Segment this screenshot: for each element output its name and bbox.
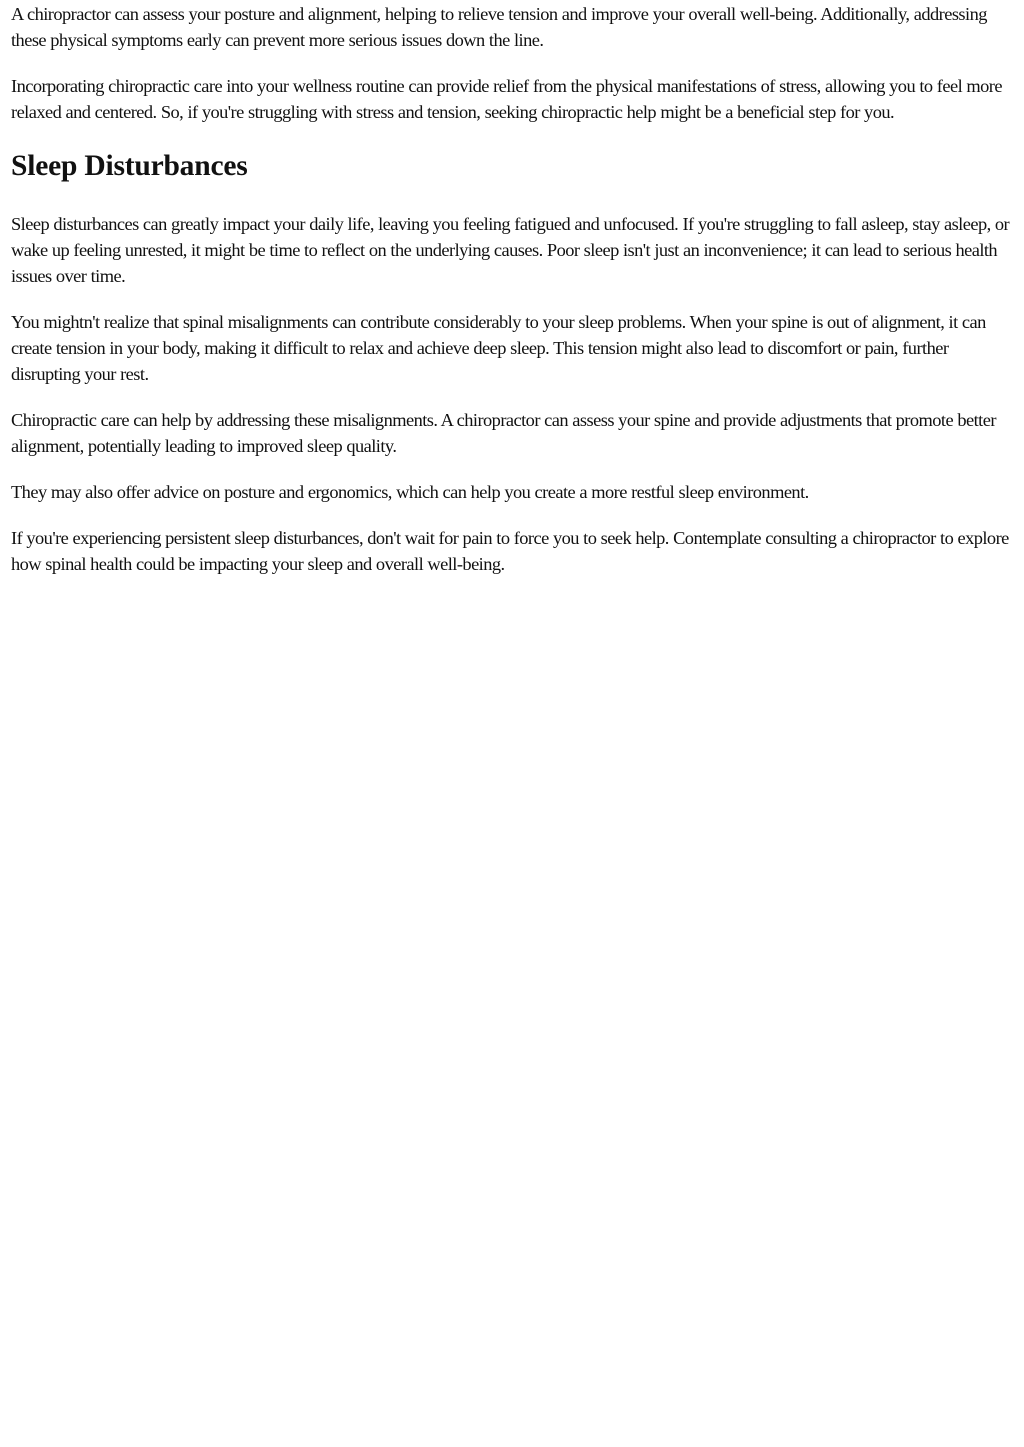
sleep-disturbances-section: [11, 149, 1014, 577]
paragraph: They may also offer advice on posture and ergonomics, which can help you create a more restful sleep environment.: [11, 482, 809, 502]
document-page: [0, 1, 1024, 577]
paragraph: If you're experiencing persistent sleep disturbances, don't wait for pain to force you to seek help. Contemplate consulting a chiropractor to explore how spinal health could be impacting your sleep and overall well-being.: [11, 528, 1009, 574]
paragraph: Chiropractic care can help by addressing these misalignments. A chiropractor can assess your spine and provide adjustments that promote better alignment, potentially leading to improved sleep quality.: [11, 410, 996, 456]
section-heading: Sleep Disturbances: [11, 150, 248, 182]
paragraph: Sleep disturbances can greatly impact your daily life, leaving you feeling fatigued and unfocused. If you're struggling to fall asleep, stay asleep, or wake up feeling unrested, it might be time to reflect on the underlying causes. Poor sleep isn't just an inconvenience; it can lead to serious health issues over time.: [11, 214, 1010, 286]
paragraph: A chiropractor can assess your posture and alignment, helping to relieve tension and improve your overall well-being. Additionally, addressing these physical symptoms early can prevent more serious issues down the line.: [11, 4, 987, 50]
paragraph: Incorporating chiropractic care into your wellness routine can provide relief from the physical manifestations of stress, allowing you to feel more relaxed and centered. So, if you're struggling with stress and tension, seeking chiropractic help might be a beneficial step for you.: [11, 76, 1002, 122]
intro-section: [11, 1, 1014, 125]
paragraph: You mightn't realize that spinal misalignments can contribute considerably to your sleep problems. When your spine is out of alignment, it can create tension in your body, making it difficult to relax and achieve deep sleep. This tension might also lead to discomfort or pain, further disrupting your rest.: [11, 312, 986, 384]
